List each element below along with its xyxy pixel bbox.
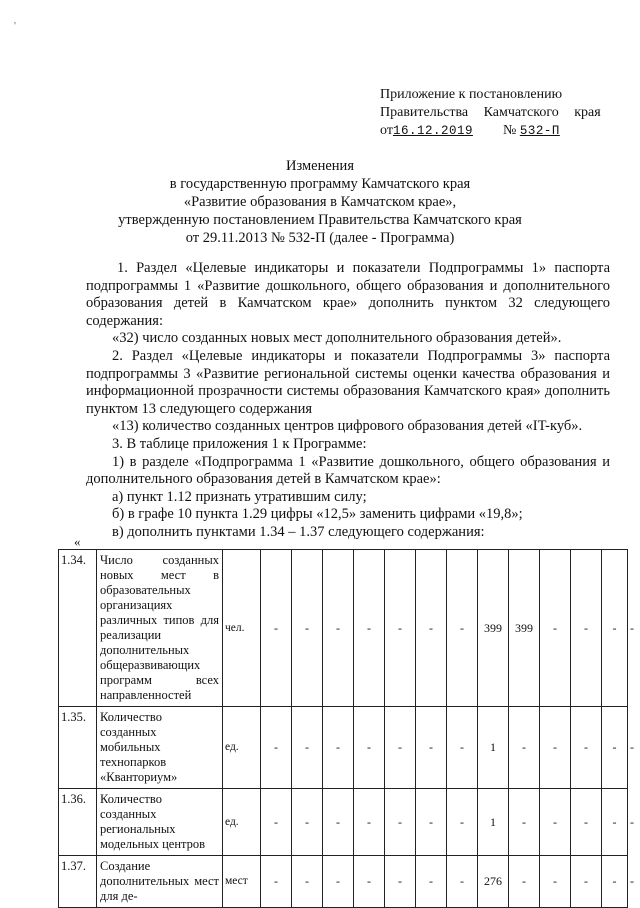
value-cell: - — [416, 856, 447, 908]
value-cell: - — [602, 856, 628, 908]
approval-line-2: Правительства Камчатского края — [380, 105, 601, 120]
value-cell: - — [571, 789, 602, 856]
document-body — [86, 260, 610, 542]
value-cell: - — [540, 707, 571, 789]
corner-mark: ' — [14, 20, 16, 32]
title-line-5: от 29.11.2013 № 532-П (далее - Программа) — [185, 230, 455, 246]
row-number: 1.37. — [59, 856, 97, 908]
table-row: 1.34. Число созданных новых мест в образовательных организациях различных типов для реализации дополнительных общеразвивающих программ всех направленностей чел. - - - - - - - 399 399 - - - - — [59, 550, 628, 707]
document-title — [0, 157, 640, 247]
row-number: 1.36. — [59, 789, 97, 856]
value-cell: - — [571, 550, 602, 707]
approval-date-line — [380, 122, 610, 140]
indicator-name: Количество созданных мобильных технопарков «Кванториум» — [97, 707, 223, 789]
value-cell: - — [416, 707, 447, 789]
paragraph-3-1: 1) в разделе «Подпрограмма 1 «Развитие дошкольного, общего образования и дополнительного образования детей в Камчатском крае»: — [86, 453, 610, 488]
value-cell: - — [354, 789, 385, 856]
value-cell: - — [385, 789, 416, 856]
value-cell: - — [292, 550, 323, 707]
approval-date: 16.12.2019 — [392, 124, 473, 138]
approval-line-1: Приложение к постановлению — [380, 87, 563, 102]
approval-block — [380, 86, 610, 140]
value-cell: - — [354, 550, 385, 707]
value-cell: - — [602, 707, 628, 789]
paragraph-3-a: а) пункт 1.12 признать утратившим силу; — [112, 488, 367, 505]
value-cell: - — [447, 789, 478, 856]
row-number: 1.35. — [59, 707, 97, 789]
value-cell: 1 — [478, 707, 509, 789]
paragraph-3-b: б) в графе 10 пункта 1.29 цифры «12,5» заменить цифрами «19,8»; — [112, 506, 523, 523]
table-row: 1.37. Создание дополнительных мест для де- мест - - - - - - - 276 - - - - - — [59, 856, 628, 908]
value-cell: - — [602, 789, 628, 856]
value-cell: - — [416, 550, 447, 707]
row-number: 1.34. — [59, 550, 97, 707]
title-line-1: Изменения — [286, 158, 354, 174]
unit-cell: мест — [223, 856, 261, 908]
title-line-2: в государственную программу Камчатского края — [169, 176, 471, 192]
indicator-name: Число созданных новых мест в образовательных организациях различных типов для реализации дополнительных общеразвивающих программ всех направленностей — [97, 550, 223, 707]
value-cell: - — [261, 550, 292, 707]
value-cell: - — [509, 856, 540, 908]
value-cell: - — [540, 550, 571, 707]
paragraph-1: 1. Раздел «Целевые индикаторы и показатели Подпрограммы 1» паспорта подпрограммы 1 «Развитие дошкольного, общего образования и дополнительного образования детей в Камчатском крае» дополнить пунктом 32 следующего содержания: — [86, 260, 610, 329]
indicator-name: Количество созданных региональных модельных центров — [97, 789, 223, 856]
value-cell: - — [447, 856, 478, 908]
value-cell: - — [292, 707, 323, 789]
value-cell: - — [509, 707, 540, 789]
value-cell: - — [323, 707, 354, 789]
value-cell: - — [416, 789, 447, 856]
indicators-table — [58, 549, 634, 908]
value-cell: - — [509, 789, 540, 856]
value-cell: - — [602, 550, 628, 707]
value-cell: - — [385, 707, 416, 789]
table-row: 1.35. Количество созданных мобильных технопарков «Кванториум» ед. - - - - - - - 1 - - - - - — [59, 707, 628, 789]
number-prefix: № — [502, 123, 517, 138]
date-prefix: от — [380, 123, 393, 138]
indicator-name: Создание дополнительных мест для де- — [97, 856, 223, 908]
value-cell: - — [571, 856, 602, 908]
value-cell: 399 — [509, 550, 540, 707]
value-cell: - — [385, 550, 416, 707]
value-cell: - — [540, 789, 571, 856]
title-line-3: «Развитие образования в Камчатском крае», — [183, 194, 457, 210]
value-cell: - — [385, 856, 416, 908]
value-cell: - — [261, 707, 292, 789]
paragraph-2: 2. Раздел «Целевые индикаторы и показатели Подпрограммы 3» паспорта подпрограммы 3 «Развитие региональной системы оценки качества образования и информационной прозрачности системы образования Камчатского края» дополнить пунктом 13 следующего содержания — [86, 347, 610, 417]
paragraph-3: 3. В таблице приложения 1 к Программе: — [112, 435, 367, 452]
value-cell: - — [323, 856, 354, 908]
value-cell: - — [292, 789, 323, 856]
paragraph-3-c: в) дополнить пунктами 1.34 – 1.37 следующего содержания: — [112, 523, 485, 540]
value-cell: 276 — [478, 856, 509, 908]
value-cell: - — [261, 789, 292, 856]
approval-number: 532-П — [519, 124, 560, 138]
paragraph-1-quote: «32) число созданных новых мест дополнительного образования детей». — [112, 330, 562, 347]
value-cell: - — [571, 707, 602, 789]
value-cell: 1 — [478, 789, 509, 856]
value-cell: - — [323, 550, 354, 707]
open-quote: « — [74, 534, 81, 549]
value-cell: - — [323, 789, 354, 856]
unit-cell: ед. — [223, 789, 261, 856]
value-cell: - — [354, 707, 385, 789]
title-line-4: утвержденную постановлением Правительства Камчатского края — [118, 212, 522, 228]
value-cell: 399 — [478, 550, 509, 707]
paragraph-2-quote: «13) количество созданных центров цифрового образования детей «IT-куб». — [112, 418, 583, 435]
value-cell: - — [540, 856, 571, 908]
value-cell: - — [447, 550, 478, 707]
unit-cell: ед. — [223, 707, 261, 789]
value-cell: - — [292, 856, 323, 908]
unit-cell: чел. — [223, 550, 261, 707]
table-row: 1.36. Количество созданных региональных модельных центров ед. - - - - - - - 1 - - - - - — [59, 789, 628, 856]
value-cell: - — [261, 856, 292, 908]
value-cell: - — [447, 707, 478, 789]
value-cell: - — [354, 856, 385, 908]
